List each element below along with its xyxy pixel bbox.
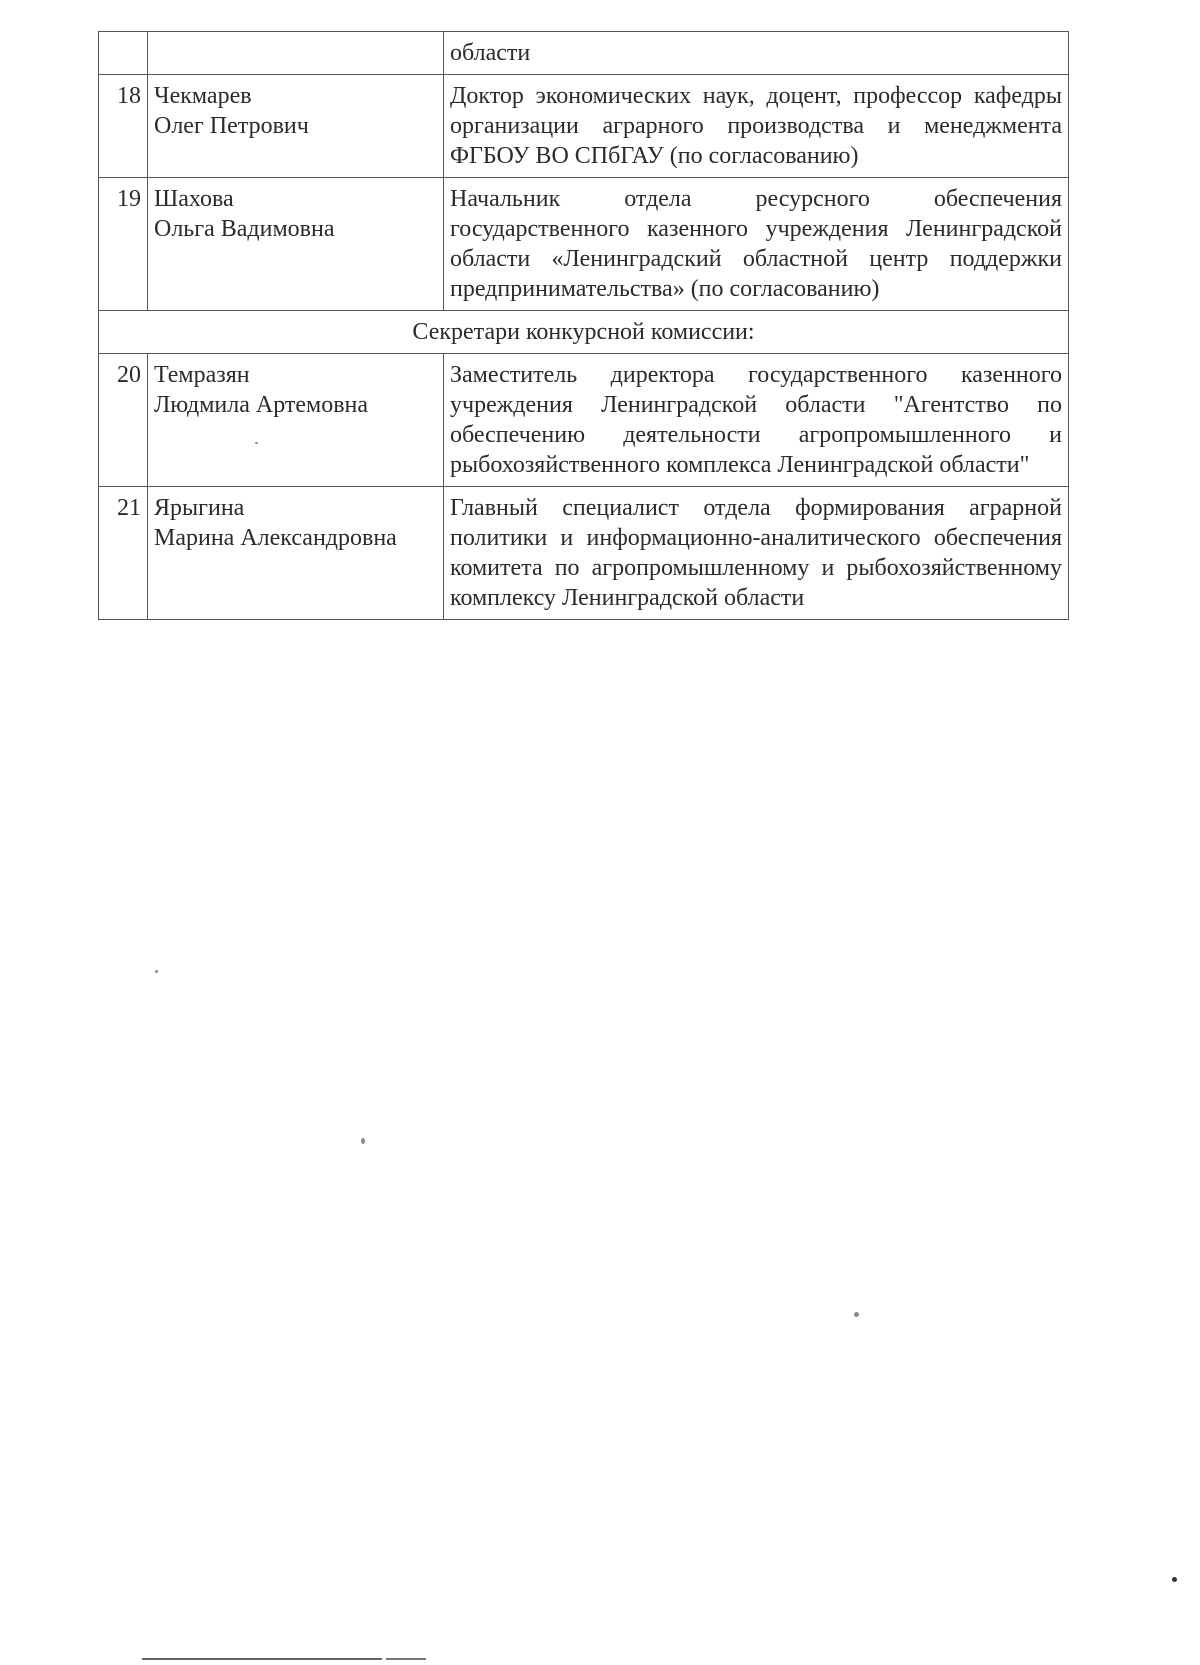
member-position: Главный специалист отдела формирования аграрной политики и информационно-аналитического обеспечения комитета по агропромышленному и рыбохозяйственному комплексу Ленинградской области [444,487,1069,620]
member-position: области [444,32,1069,75]
scan-speck [1172,1577,1177,1582]
row-number-cell [99,32,148,75]
table-row-continuation [99,32,1069,75]
row-number: 20 [99,354,148,487]
footer-rule [386,1658,426,1660]
table-row [99,354,1069,487]
member-surname: Шахова [154,186,234,212]
member-position: Начальник отдела ресурсного обеспечения государственного казенного учреждения Ленинградской области «Ленинградский областной центр поддержки предпринимательства» (по согласованию) [444,178,1069,311]
footer-rule [142,1658,382,1660]
member-surname: Ярыгина [154,495,245,521]
member-given-names: Олег Петрович [154,113,309,139]
section-header: Секретари конкурсной комиссии: [99,311,1069,354]
scan-speck [155,970,158,973]
member-position: Заместитель директора государственного казенного учреждения Ленинградской области "Агентство по обеспечению деятельности агропромышленного и рыбохозяйственного комплекса Ленинградской области" [444,354,1069,487]
scan-speck [361,1138,365,1144]
member-name-cell [148,32,444,75]
member-given-names: Марина Александровна [154,525,397,551]
member-given-names: Людмила Артемовна [154,392,369,418]
member-name-cell [148,487,444,620]
member-given-names: Ольга Вадимовна [154,216,335,242]
section-header-row [99,311,1069,354]
row-number: 18 [99,75,148,178]
table-row [99,178,1069,311]
row-number: 21 [99,487,148,620]
member-surname: Темразян [154,362,250,388]
member-name-cell [148,178,444,311]
table-row [99,487,1069,620]
member-position: Доктор экономических наук, доцент, профессор кафедры организации аграрного производства и менеджмента ФГБОУ ВО СПбГАУ (по согласованию) [444,75,1069,178]
scan-speck [854,1312,859,1317]
scan-speck [255,442,258,444]
commission-members-table [98,31,1069,620]
member-name-cell [148,354,444,487]
member-surname: Чекмарев [154,83,252,109]
member-name-cell [148,75,444,178]
table-row [99,75,1069,178]
row-number: 19 [99,178,148,311]
